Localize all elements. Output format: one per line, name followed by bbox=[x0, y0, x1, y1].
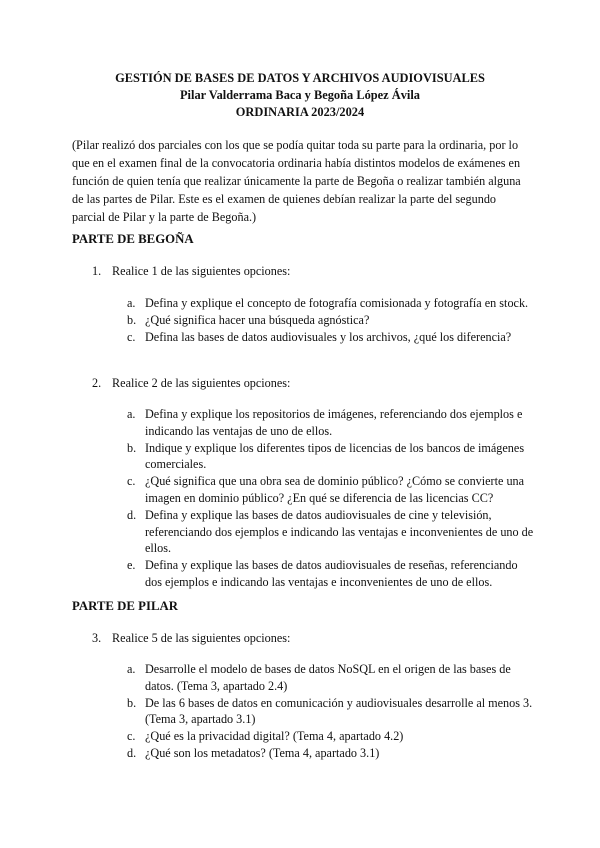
question-number: 3. bbox=[92, 631, 102, 645]
option-letter: c. bbox=[127, 329, 136, 344]
option-letter: a. bbox=[127, 662, 136, 676]
exam-header bbox=[0, 70, 600, 121]
option-1b bbox=[127, 312, 537, 329]
option-text: Defina y explique las bases de datos audiovisuales de reseñas, referenciando dos ejemplos e indicando las ventajas e inconvenientes de uno de ellos. bbox=[145, 558, 518, 589]
question-3 bbox=[92, 631, 290, 646]
option-letter: c. bbox=[127, 729, 136, 744]
question-number: 1. bbox=[92, 264, 102, 278]
option-text: ¿Qué son los metadatos? (Tema 4, apartado 3.1) bbox=[145, 745, 380, 760]
question-1 bbox=[92, 264, 290, 279]
option-text: ¿Qué es la privacidad digital? (Tema 4, apartado 4.2) bbox=[145, 729, 404, 744]
option-3c bbox=[127, 728, 537, 745]
exam-authors: Pilar Valderrama Baca y Begoña López Ávila bbox=[179, 88, 420, 102]
question-1-options bbox=[127, 295, 537, 345]
section-title-pilar: PARTE DE PILAR bbox=[72, 599, 178, 613]
option-letter: d. bbox=[127, 507, 137, 522]
option-letter: b. bbox=[127, 312, 137, 327]
option-text: ¿Qué significa hacer una búsqueda agnóstica? bbox=[145, 312, 370, 327]
option-letter: d. bbox=[127, 745, 137, 760]
question-number: 2. bbox=[92, 376, 102, 390]
option-text: De las 6 bases de datos en comunicación y audiovisuales desarrolle al menos 3. (Tema 3, apartado 3.1) bbox=[145, 695, 533, 727]
option-3a bbox=[127, 661, 537, 695]
option-letter: a. bbox=[127, 407, 136, 421]
option-text: ¿Qué significa que una obra sea de dominio público? ¿Cómo se convierte una imagen en dominio público? ¿En qué se diferencia de las licencias CC? bbox=[145, 474, 525, 505]
exam-title: GESTIÓN DE BASES DE DATOS Y ARCHIVOS AUDIOVISUALES bbox=[115, 71, 485, 85]
question-3-options bbox=[127, 661, 537, 762]
option-text: Defina y explique los repositorios de imágenes, referenciando dos ejemplos e indicando las ventajas de uno de ellos. bbox=[145, 407, 523, 438]
option-2c bbox=[127, 473, 537, 507]
exam-session: ORDINARIA 2023/2024 bbox=[235, 105, 365, 119]
option-letter: b. bbox=[127, 695, 137, 710]
option-letter: a. bbox=[127, 296, 136, 310]
option-text: Defina las bases de datos audiovisuales y los archivos, ¿qué los diferencia? bbox=[145, 329, 512, 344]
option-text: Defina y explique las bases de datos audiovisuales de cine y televisión, referenciando dos ejemplos e indicando las ventajas e inconvenientes de uno de ellos. bbox=[145, 507, 534, 556]
option-2a bbox=[127, 406, 537, 440]
option-text: Defina y explique el concepto de fotografía comisionada y fotografía en stock. bbox=[145, 296, 529, 310]
option-3d bbox=[127, 745, 537, 762]
option-letter: e. bbox=[127, 558, 136, 573]
option-letter: c. bbox=[127, 474, 136, 489]
question-text: Realice 2 de las siguientes opciones: bbox=[112, 376, 291, 390]
question-text: Realice 5 de las siguientes opciones: bbox=[112, 631, 291, 645]
question-2-options bbox=[127, 406, 537, 591]
option-2e bbox=[127, 557, 537, 591]
question-2 bbox=[92, 376, 290, 391]
option-3b bbox=[127, 695, 537, 729]
option-2d bbox=[127, 507, 537, 557]
intro-paragraph: (Pilar realizó dos parciales con los que se podía quitar toda su parte para la ordinaria, por lo que en el examen final de la convocatoria ordinaria había distintos modelos de exámenes en función de quien tenía que realizar únicamente la parte de Begoña o realizar también alguna de las partes de Pilar. Este es el examen de quienes debían realizar la parte del segundo parcial de Pilar y la parte de Begoña.) bbox=[72, 138, 521, 224]
option-letter: b. bbox=[127, 440, 137, 455]
section-title-begona: PARTE DE BEGOÑA bbox=[72, 232, 194, 246]
option-2b bbox=[127, 440, 537, 474]
question-text: Realice 1 de las siguientes opciones: bbox=[112, 264, 291, 278]
option-1c bbox=[127, 329, 537, 346]
option-1a bbox=[127, 295, 537, 312]
option-text: Desarrolle el modelo de bases de datos NoSQL en el origen de las bases de datos. (Tema 3, apartado 2.4) bbox=[145, 662, 511, 693]
option-text: Indique y explique los diferentes tipos de licencias de los bancos de imágenes comerciales. bbox=[145, 440, 525, 472]
